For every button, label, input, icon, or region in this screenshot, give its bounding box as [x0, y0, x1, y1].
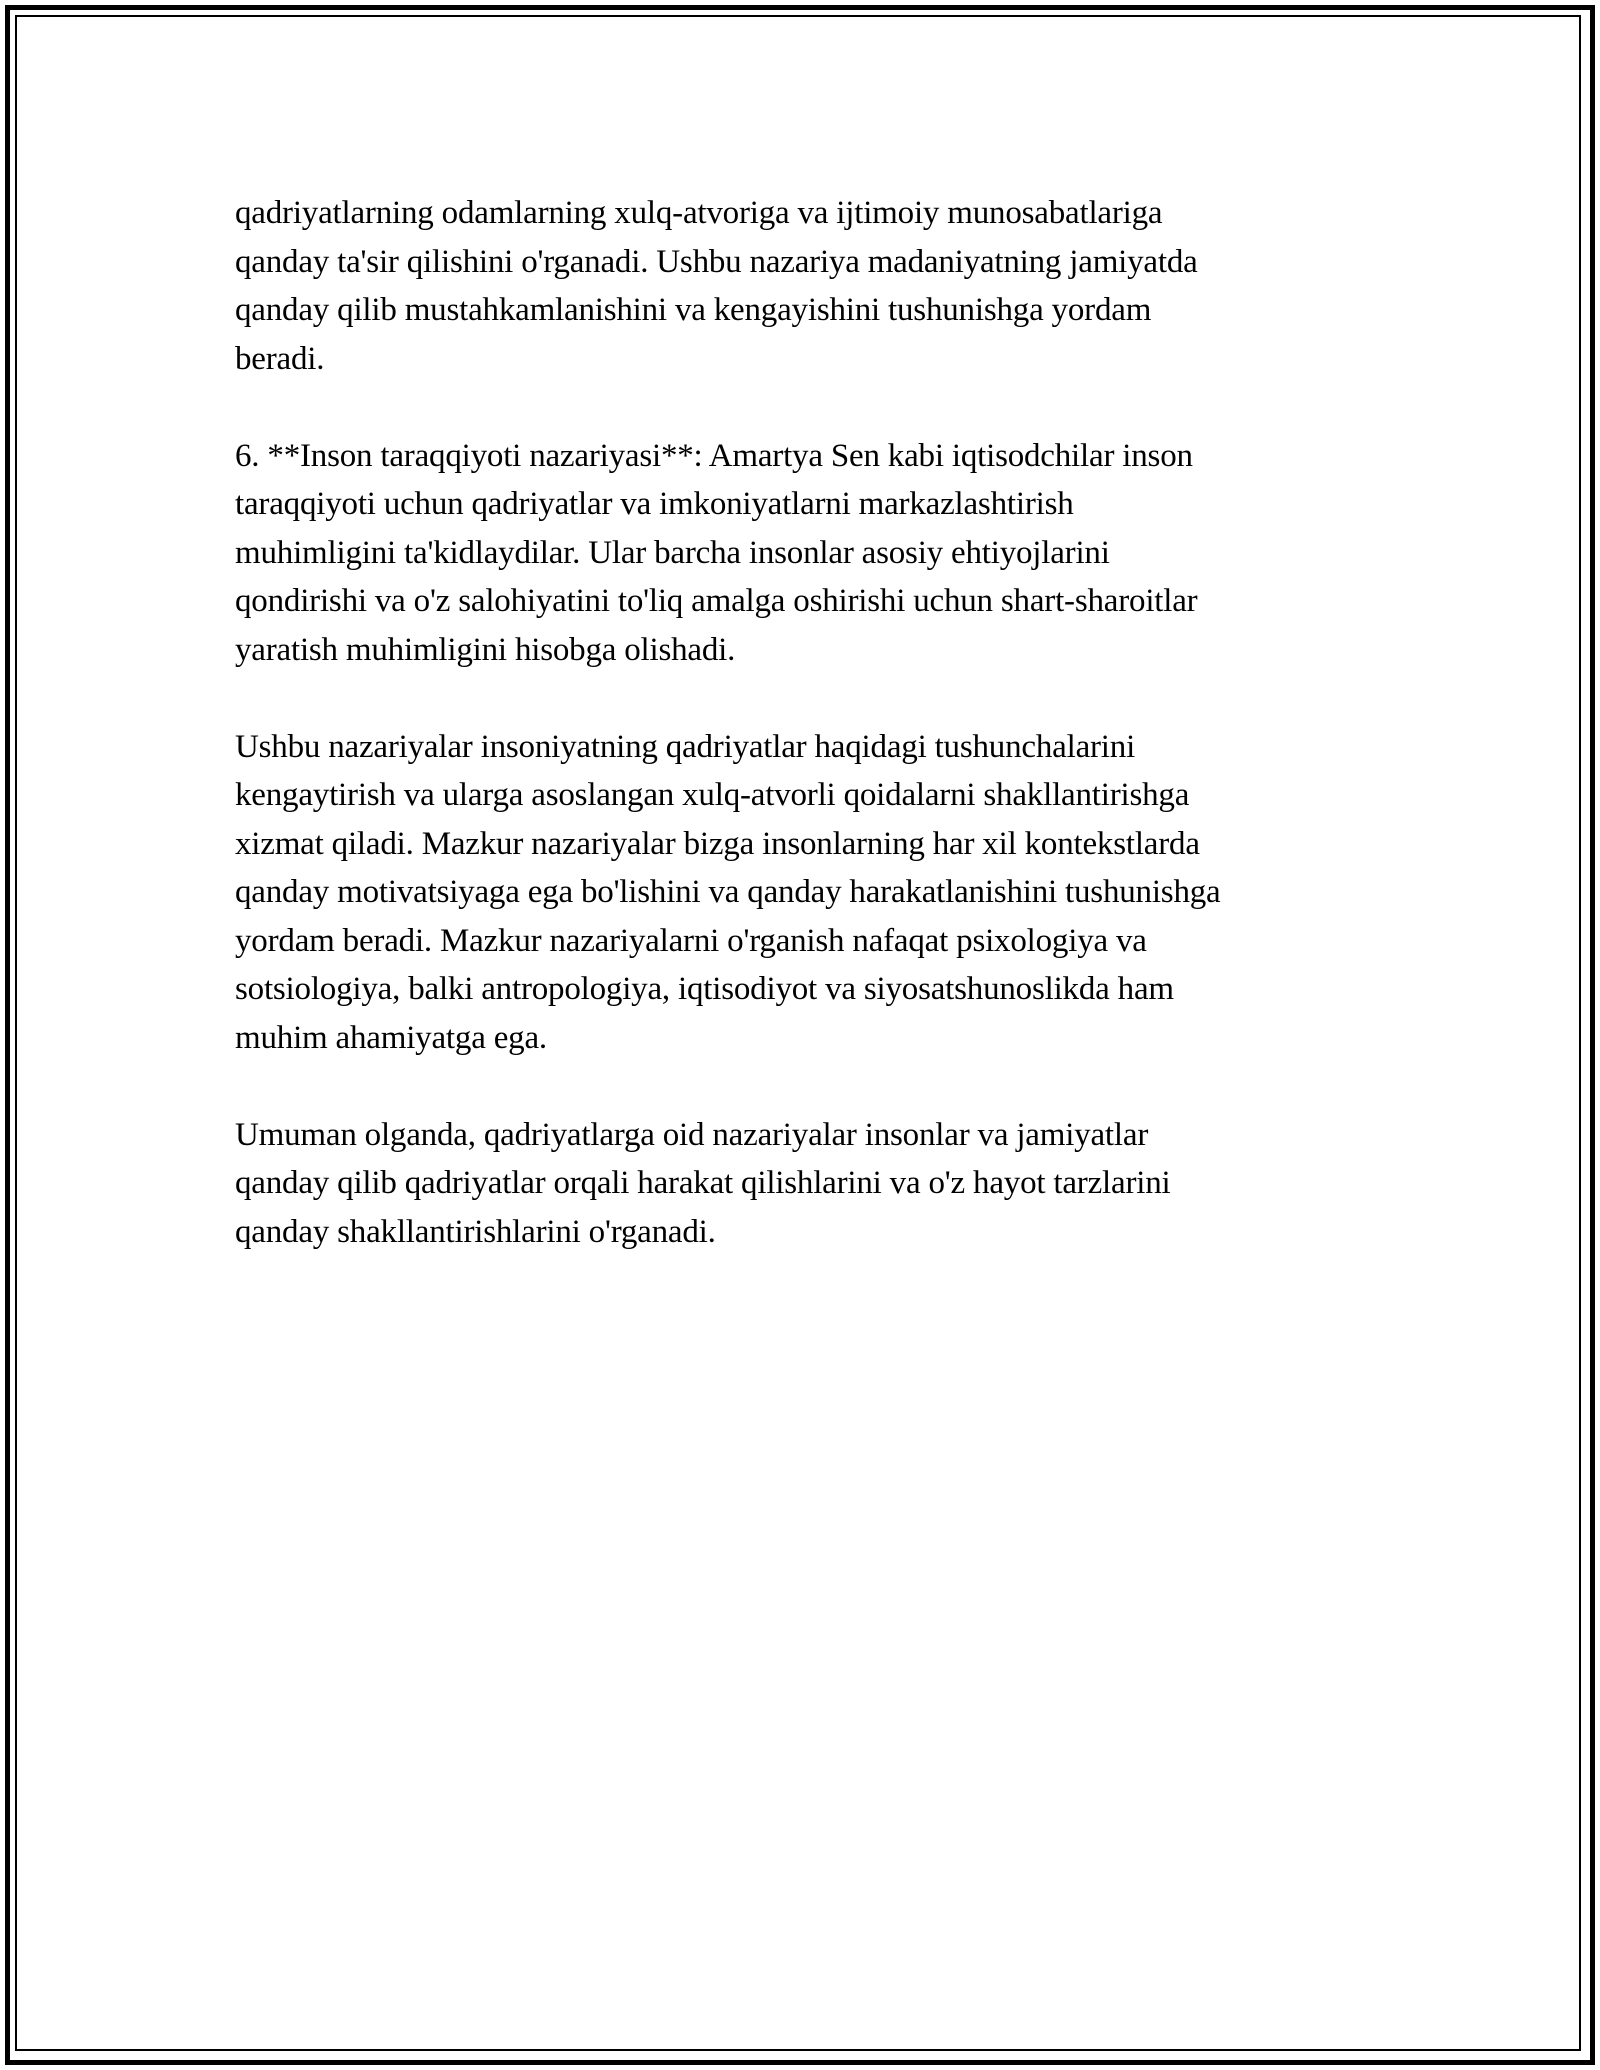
text-line: yaratish muhimligini hisobga olishadi.: [235, 631, 736, 668]
text-line: qanday motivatsiyaga ega bo'lishini va qanday harakatlanishini tushunishga: [235, 874, 1221, 910]
document-body: [235, 189, 1375, 1305]
text-line: muhim ahamiyatga ega.: [235, 1019, 547, 1056]
text-line: qanday ta'sir qilishini o'rganadi. Ushbu nazariya madaniyatning jamiyatda: [235, 243, 1198, 280]
text-line: sotsiologiya, balki antropologiya, iqtisodiyot va siyosatshunoslikda ham: [235, 971, 1174, 1007]
text-line: Umuman olganda, qadriyatlarga oid nazariyalar insonlar va jamiyatlar: [235, 1116, 1149, 1153]
text-line: 6. **Inson taraqqiyoti nazariyasi**: Amartya Sen kabi iqtisodchilar inson: [235, 437, 1193, 474]
text-line: taraqqiyoti uchun qadriyatlar va imkoniyatlarni markazlashtirish: [235, 486, 1074, 522]
paragraph-conclusion: [235, 1111, 1375, 1257]
text-line: yordam beradi. Mazkur nazariyalarni o'rganish nafaqat psixologiya va: [235, 922, 1147, 959]
paragraph-values-culture: [235, 189, 1375, 383]
paragraph-theories-summary: [235, 723, 1375, 1063]
text-line: beradi.: [235, 340, 325, 377]
text-line: Ushbu nazariyalar insoniyatning qadriyatlar haqidagi tushunchalarini: [235, 728, 1136, 765]
text-line: qondirishi va o'z salohiyatini to'liq amalga oshirishi uchun shart-sharoitlar: [235, 583, 1198, 619]
text-line: qanday qilib mustahkamlanishini va kengayishini tushunishga yordam: [235, 292, 1152, 328]
text-line: xizmat qiladi. Mazkur nazariyalar bizga insonlarning har xil kontekstlarda: [235, 825, 1200, 862]
text-line: qanday qilib qadriyatlar orqali harakat qilishlarini va o'z hayot tarzlarini: [235, 1165, 1171, 1201]
text-line: muhimligini ta'kidlaydilar. Ular barcha insonlar asosiy ehtiyojlarini: [235, 534, 1110, 571]
paragraph-human-development-theory: [235, 432, 1375, 675]
text-line: qadriyatlarning odamlarning xulq-atvoriga va ijtimoiy munosabatlariga: [235, 195, 1163, 231]
text-line: kengaytirish va ularga asoslangan xulq-atvorli qoidalarni shakllantirishga: [235, 777, 1190, 813]
text-line: qanday shakllantirishlarini o'rganadi.: [235, 1213, 716, 1250]
